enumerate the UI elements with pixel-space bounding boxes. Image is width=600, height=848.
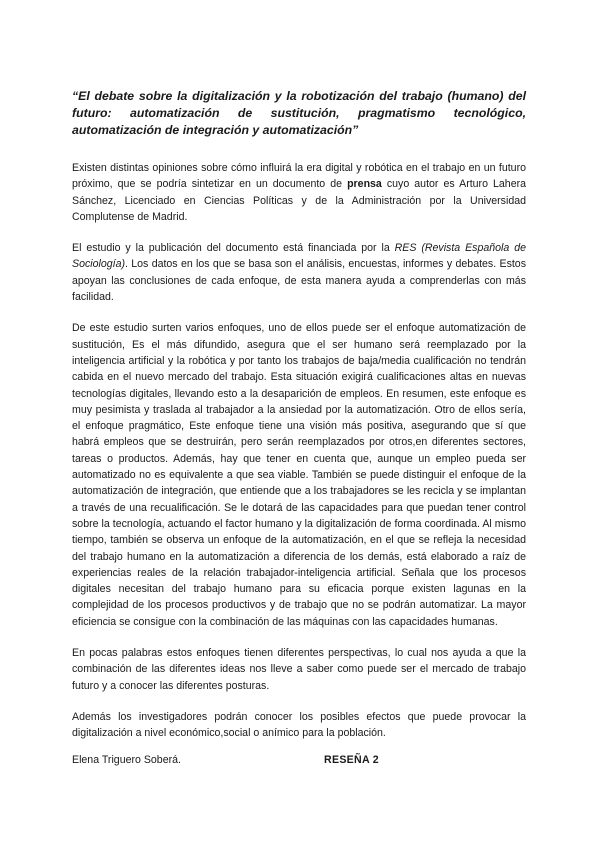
author-name: Elena Triguero Soberá. [72,754,181,766]
review-label: RESEÑA 2 [324,754,379,766]
paragraph-conclusion: Además los investigadores podrán conocer los posibles efectos que puede provocar la digitalización a nivel económico,social o anímico para la población. [72,710,526,740]
journal-name: RES (Revista Española de Sociología) [72,242,526,271]
document-title: “El debate sobre la digitalización y la robotización del trabajo (humano) del futuro: automatización de sustitución, pragmatismo tecnológico, automatización de integración y automatización” [72,89,526,137]
paragraph-intro-text-a: Existen distintas opiniones sobre cómo influirá la era digital y robótica en el trabajo en un futuro próximo, que se podría sintetizar en un documento de [72,162,526,191]
paragraph-intro-text-b: cuyo autor es Arturo Lahera Sánchez, Licenciado en Ciencias Políticas y de la Administración por la Universidad Complutense de Madrid. [72,178,527,223]
document-body [72,88,526,757]
paragraph-intro [72,160,526,225]
paragraph-approaches: De este estudio surten varios enfoques, uno de ellos puede ser el enfoque automatización de sustitución, Es el más difundido, asegura que el ser humano será reemplazado por la inteligencia artificial y la robótica y por tanto los trabajos de baja/media cualificación no tendrán cabida en el nuevo mercado del trabajo. Esta situación exigirá cualificaciones altas en nuevas tecnologías digitales, llevando esto a la desaparición de empleos. En resumen, este enfoque es muy pesimista y traslada al trabajador a la ansiedad por la automatización. Otro de ellos sería, el enfoque pragmático, Este enfoque tiene una visión más positiva, asegurando que sí que habrá empleos que se destruirán, pero serán reemplazados por otros,en diferentes sectores, tareas o productos. Además, hay que tener en cuenta que, aunque un empleo pueda ser automatizado no es equivalente a que sea viable. También se puede distinguir el enfoque de la automatización de integración, que entiende que a los trabajadores se les recicla y se implantan a través de una recualificación. Se le dotará de las capacidades para que puedan tener control sobre la tecnología, actuando el factor humano y la digitalización de forma coordinada. Al mismo tiempo, también se observa un enfoque de la automatización, en el que se refleja la necesidad del trabajo humano en la automatización a diferencia de los demás, está elaborado a raíz de experiencias reales de la relación trabajador-inteligencia artificial. Señala que los procesos digitales necesitan del trabajo humano para su eficacia porque existen lagunas en la complejidad de los procesos productivos y de trabajo que no se podrán automatizar. La mayor eficiencia se consigue con la combinación de las máquinas con las capacidades humanas. [72,322,526,628]
paragraph-summary: En pocas palabras estos enfoques tienen diferentes perspectivas, lo cual nos ayuda a que la combinación de las diferentes ideas nos lleve a saber como puede ser el mercado de trabajo futuro y a conocer las diferentes posturas. [72,647,526,692]
bold-word-prensa: prensa [347,178,382,191]
paragraph-funding [72,240,526,305]
paragraph-funding-text-a: El estudio y la publicación del documento está financiada por la [72,242,395,255]
paragraph-funding-text-b: . Los datos en los que se basa son el análisis, encuestas, informes y debates. Estos apoyan las conclusiones de cada enfoque, de esta manera ayuda a comprenderlas con más facilidad. [72,258,526,304]
